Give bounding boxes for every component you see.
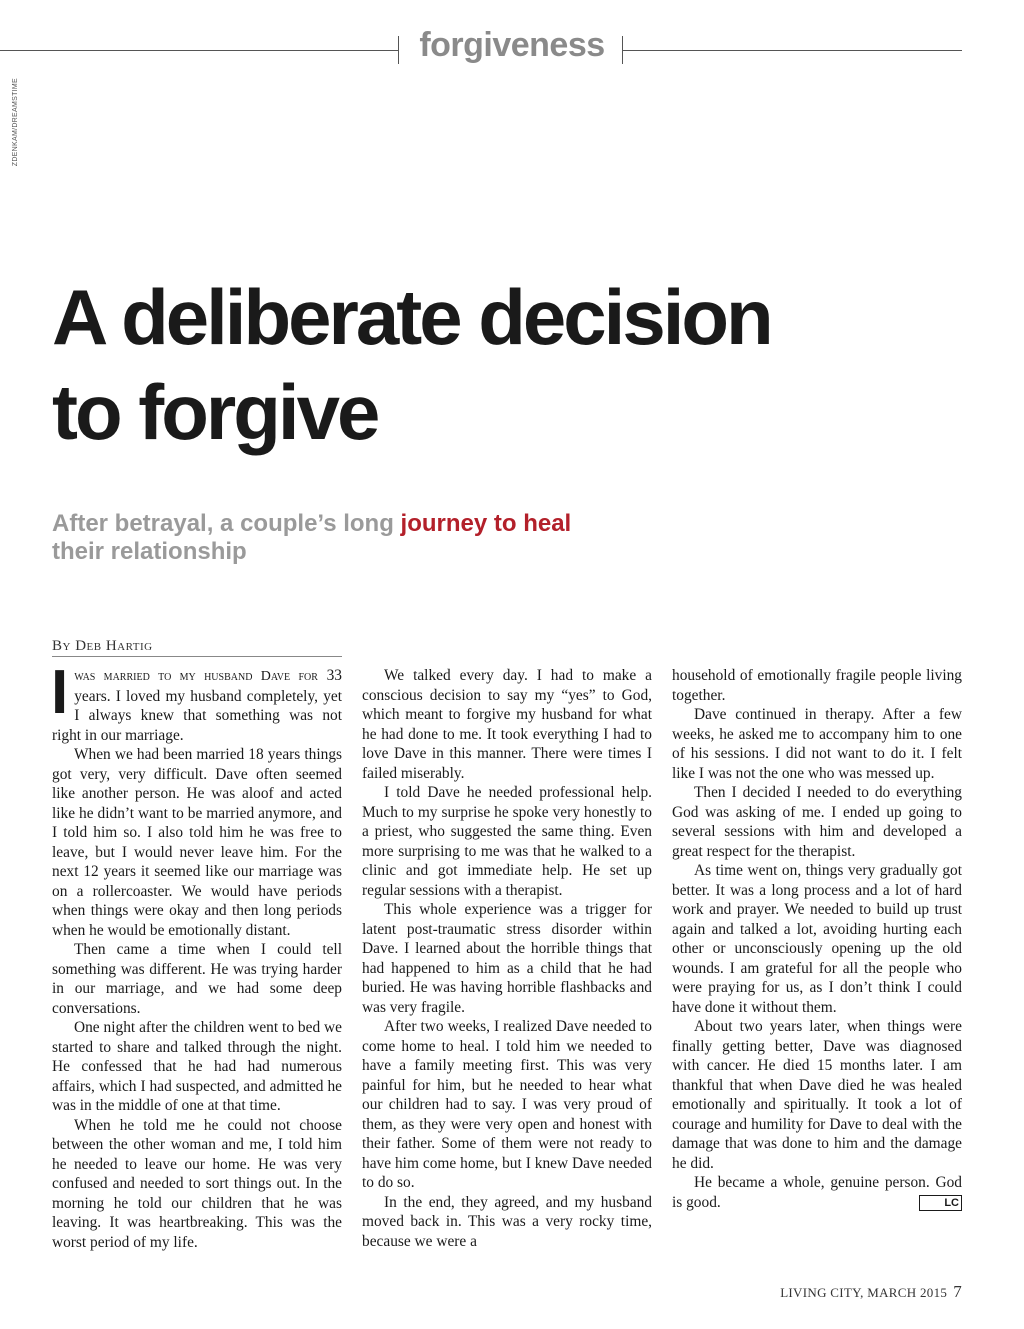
article-column-2 bbox=[362, 666, 652, 1251]
lead-rest: 33 years. I loved my husband completely, yet I always knew that something was not right in our marriage. bbox=[52, 667, 342, 744]
deck-highlight: journey to heal bbox=[400, 510, 572, 537]
page-number: 7 bbox=[953, 1282, 962, 1301]
headline-line1: A deliberate decision bbox=[52, 273, 771, 361]
paragraph: We talked every day. I had to make a conscious decision to say my “yes” to God, which meant to forgive my husband for what he had done to me. It took everything I had to love Dave in this manner. There were times I failed miserably. bbox=[362, 667, 652, 782]
footer-publication: LIVING CITY, MARCH 2015 bbox=[780, 1285, 948, 1300]
paragraph: In the end, they agreed, and my husband moved back in. This was a very rocky time, because we were a bbox=[362, 1193, 652, 1250]
paragraph: One night after the children went to bed we started to share and talked through the night. He confessed that he had had numerous affairs, which I had suspected, and admitted he was in the middle of one at that time. bbox=[52, 1019, 342, 1114]
section-label: forgiveness bbox=[419, 26, 605, 64]
byline-text: By Deb Hartig bbox=[52, 638, 153, 654]
lead-smallcaps: was married to my husband Dave for bbox=[74, 669, 318, 684]
dropcap: I bbox=[51, 658, 69, 727]
deck-part2: their relationship bbox=[52, 538, 247, 565]
paragraph: About two years later, when things were finally getting better, Dave was diagnosed with cancer. He died 15 months later. I am thankful that when Dave died he was healed emotionally and spiritually. It took a lot of courage and humility for Dave to deal with the damage that was done to him and the damage he did. bbox=[672, 1018, 962, 1172]
paragraph-continued: household of emotionally fragile people living together. bbox=[672, 667, 962, 704]
paragraph: After two weeks, I realized Dave needed to come home to heal. I told him we needed to have a family meeting first. This was very painful for him, but he needed to hear what our children had to say. I was very proud of them, as they were very open and honest with their father. Some of them were not ready to have him come home, but I knew Dave needed to do so. bbox=[362, 1018, 652, 1191]
paragraph: When we had been married 18 years things got very, very difficult. Dave often seemed like another person. He was aloof and acted like he didn’t want to be married anymore, and I told him so. I also told him he was free to leave, but I would never leave him. For the next 12 years it seemed like our marriage was on a rollercoaster. We would have periods when things were okay and then long periods when he would be emotionally distant. bbox=[52, 746, 342, 939]
article-column-3 bbox=[672, 666, 962, 1212]
end-mark-icon: LC bbox=[919, 1195, 962, 1211]
paragraph: Dave continued in therapy. After a few weeks, he asked me to accompany him to one of his sessions. I did not want to do it. I felt like I was not the one who was messed up. bbox=[672, 706, 962, 782]
section-bar-left bbox=[398, 36, 399, 64]
paragraph: Then I decided I needed to do everything God was asking of me. I ended up going to several sessions with him and developed a great respect for the therapist. bbox=[672, 784, 962, 860]
paragraph: Then came a time when I could tell something was different. He was trying harder in our marriage, and we had some deep conversations. bbox=[52, 941, 342, 1017]
deck bbox=[52, 510, 692, 566]
lead-paragraph bbox=[51, 658, 342, 745]
closing-paragraph bbox=[672, 1173, 962, 1212]
photo-credit: ZDENKAM/DREAMSTIME bbox=[12, 78, 19, 167]
byline bbox=[52, 638, 153, 655]
paragraph: When he told me he could not choose between the other woman and me, I told him he needed to leave our home. He was very confused and needed to sort things out. In the morning he told our children that he was leaving. It was heartbreaking. This was the worst period of my life. bbox=[52, 1116, 342, 1251]
headline bbox=[52, 270, 982, 460]
deck-part1: After betrayal, a couple’s long bbox=[52, 510, 401, 537]
paragraph: This whole experience was a trigger for latent post-traumatic stress disorder within Dave. I learned about the horrible things that had happened to him as a child that he had buried. He was having horrible flashbacks and was very fragile. bbox=[362, 901, 652, 1016]
paragraph: I told Dave he needed professional help. Much to my surprise he spoke very honestly to a priest, who suggested the same thing. Even more surprising to me was that he walked to a clinic and got immediate help. He set up regular sessions with a therapist. bbox=[362, 784, 652, 899]
closing-text: He became a whole, genuine person. God is good. bbox=[672, 1174, 962, 1211]
headline-line2: to forgive bbox=[52, 368, 378, 456]
page-footer bbox=[780, 1282, 962, 1302]
article-column-1 bbox=[51, 658, 342, 1252]
paragraph: As time went on, things very gradually got better. It was a long process and a lot of hard work and prayer. We needed to build up trust again and talked a lot, avoiding hurting each other or unconsciously opening up the old wounds. I am grateful for all the people who were praying for us, as I don’t think I could have done it without them. bbox=[672, 862, 962, 1016]
section-rule-left bbox=[0, 50, 398, 51]
section-rule-right bbox=[622, 50, 962, 51]
byline-rule bbox=[52, 656, 342, 657]
